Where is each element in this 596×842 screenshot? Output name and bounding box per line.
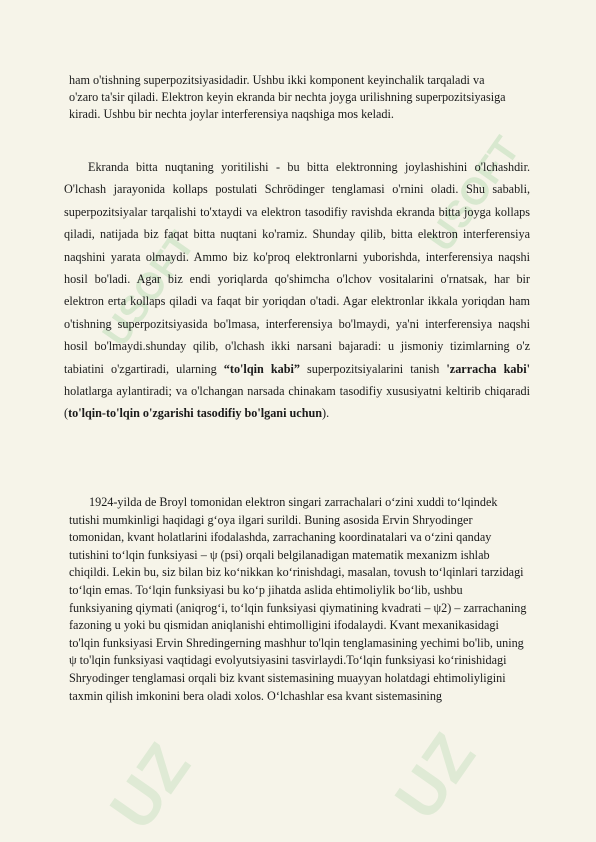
- paragraph-text: Ekranda bitta nuqtaning yoritilishi - bu bitta elektronning joylashishini o'lchashdir. O'lchash jarayonida kollaps postulati Schrödinger tenglamasi o'rnini oladi. Shu sababli, superpozitsiyalar tarqalishi to'xtaydi va elektron tasodifiy ravishda ekranda bitta joyga kollaps qiladi, natijada biz faqat bitta nuqtani ko'ramiz. Shunday qilib, bitta elektron interferensiya naqshini yarata olmaydi. Ammo biz ko'proq elektronlarni yuborishda, interferensiya naqshi hosil bo'ladi. Agar biz endi yoriqlarda qo'shimcha o'lchov vositalarini o'rnatsak, har bir elektron erta kollaps qiladi va faqat bir yoriqdan o'tadi. Agar elektronlar ikkala yoriqdan ham o'tishning superpozitsiyasida bo'lmasa, interferensiya bo'lmaydi, ya'ni interferensiya naqshi hosil bo'lmaydi.shunday qilib, o'lchash ikki narsani bajaradi: u jismoniy tizimlarning o'z tabiatini o'zgartiradi, ularning: [64, 160, 530, 376]
- bold-phrase: 'zarracha kabi': [446, 361, 530, 376]
- bold-phrase: “to'lqin kabi”: [223, 361, 300, 376]
- paragraph-wave-function: 1924-yilda de Broyl tomonidan elektron singari zarrachalari o‘zini xuddi to‘lqindek tutishi mumkinligi haqidagi g‘oya ilgari surildi. Buning asosida Ervin Shryodinger tomonidan, kvant holatlarini ifodalashda, zarrachaning koordinatalari va o‘zini qanday tutishini to‘lqin funksiyasi – ψ (psi) orqali belgilanadigan matematik mexanizm ishlab chiqildi. Lekin bu, siz bilan biz ko‘nikkan ko‘rinishdagi, masalan, tovush to‘lqinlari tarzidagi to‘lqin emas. To‘lqin funksiyasi bu ko‘p jihatda aslida ehtimoliylik bo‘lib, ushbu funksiyaning qiymati (aniqrog‘i, to‘lqin funksiyasi qiymatining kvadrati – ψ2) – zarrachaning fazoning u yoki bu qismidan aniqlanishi ehtimolligini ifodalaydi. Kvant mexanikasidagi to'lqin funksiyasi Ervin Shredingerning mashhur to'lqin tenglamasining yechimi bo'lib, uning ψ to'lqin funksiyasi vaqtidagi evolyutsiyasini tasvirlaydi.To‘lqin funksiyasi ko‘rinishidagi Shryodinger tenglamasi orqali biz kvant sistemasining muayyan holatdagi ehtimoliyligini taxmin qilish imkonini bera oladi xolos. O‘lchashlar esa kvant sistemasining: [69, 495, 527, 703]
- watermark-text: USOFT: [420, 129, 529, 260]
- watermark-text: UZ: [380, 720, 489, 832]
- paragraph-measurement: [64, 156, 530, 425]
- paragraph-intro: ham o'tishning superpozitsiyasidadir. Ushbu ikki komponent keyinchalik tarqaladi va o'zaro ta'sir qiladi. Elektron keyin ekranda bir nechta joyga urilishning superpozitsiyasiga kiradi. Ushbu bir nechta joylar interferensiya naqshiga mos keladi.: [69, 73, 506, 122]
- paragraph-text: superpozitsiyalarini tanish: [299, 361, 447, 376]
- bold-phrase: to'lqin-to'lqin o'zgarishi tasodifiy bo'lgani uchun: [68, 406, 323, 421]
- paragraph-text: holatlarga aylantiradi; va o'lchangan narsada chinakam tasodifiy xususiyatni keltirib chiqaradi (: [64, 384, 530, 421]
- paragraph-text: ).: [322, 406, 330, 421]
- watermark-text: UZ: [95, 730, 204, 842]
- watermark-text: USOFT: [95, 224, 204, 355]
